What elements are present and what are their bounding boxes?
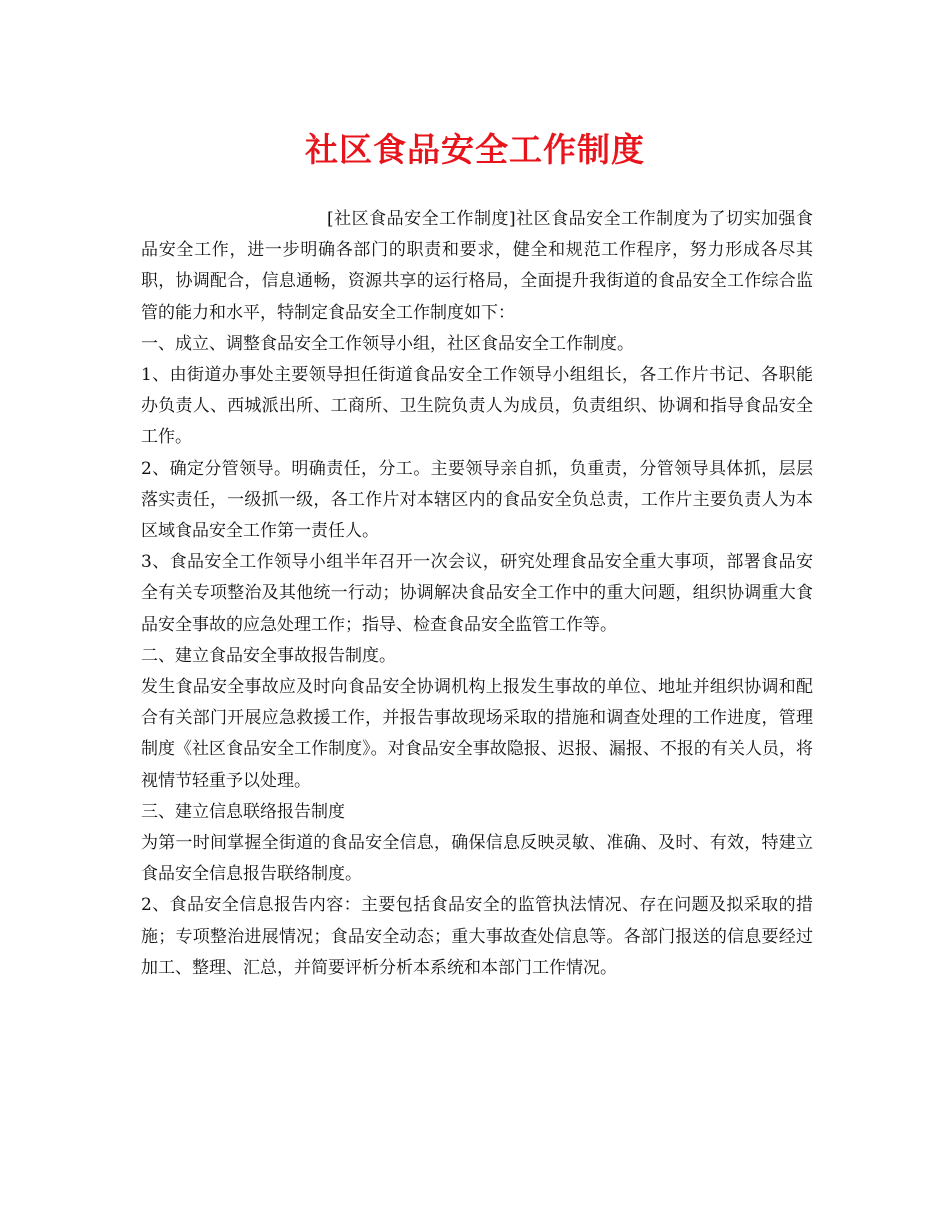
section-heading-1: 一、成立、调整食品安全工作领导小组，社区食品安全工作制度。 [141, 333, 634, 354]
document-body [141, 204, 813, 984]
paragraph-item-2: 2、确定分管领导。明确责任，分工。主要领导亲自抓，负重责，分管领导具体抓，层层落实责任，一级抓一级，各工作片对本辖区内的食品安全负总责，工作片主要负责人为本区域食品安全工作第一责任人。 [141, 458, 813, 542]
paragraph-accident-report: 发生食品安全事故应及时向食品安全协调机构上报发生事故的单位、地址并组织协调和配合有关部门开展应急救援工作，并报告事故现场采取的措施和调查处理的工作进度，管理制度《社区食品安全工作制度》。对食品安全事故隐报、迟报、漏报、不报的有关人员，将视情节轻重予以处理。 [141, 677, 813, 791]
section-heading-3: 三、建立信息联络报告制度 [141, 801, 345, 822]
paragraph-item-1: 1、由街道办事处主要领导担任街道食品安全工作领导小组组长，各工作片书记、各职能办负责人、西城派出所、工商所、卫生院负责人为成员，负责组织、协调和指导食品安全工作。 [141, 365, 813, 448]
document-title: 社区食品安全工作制度 [305, 130, 645, 169]
intro-paragraph: [社区食品安全工作制度]社区食品安全工作制度为了切实加强食品安全工作，进一步明确各部门的职责和要求，健全和规范工作程序，努力形成各尽其职，协调配合，信息通畅，资源共享的运行格局，全面提升我街道的食品安全工作综合监管的能力和水平，特制定食品安全工作制度如下： [141, 209, 813, 323]
section-heading-2: 二、建立食品安全事故报告制度。 [141, 645, 396, 666]
paragraph-item-3: 3、食品安全工作领导小组半年召开一次会议，研究处理食品安全重大事项，部署食品安全有关专项整治及其他统一行动；协调解决食品安全工作中的重大问题，组织协调重大食品安全事故的应急处理工作；指导、检查食品安全监管工作等。 [141, 552, 813, 635]
paragraph-info-liaison: 为第一时间掌握全街道的食品安全信息，确保信息反映灵敏、准确、及时、有效，特建立食品安全信息报告联络制度。 [141, 833, 813, 885]
paragraph-info-content: 2、食品安全信息报告内容：主要包括食品安全的监管执法情况、存在问题及拟采取的措施；专项整治进展情况；食品安全动态；重大事故查处信息等。各部门报送的信息要经过加工、整理、汇总，并简要评析分析本系统和本部门工作情况。 [141, 895, 813, 978]
